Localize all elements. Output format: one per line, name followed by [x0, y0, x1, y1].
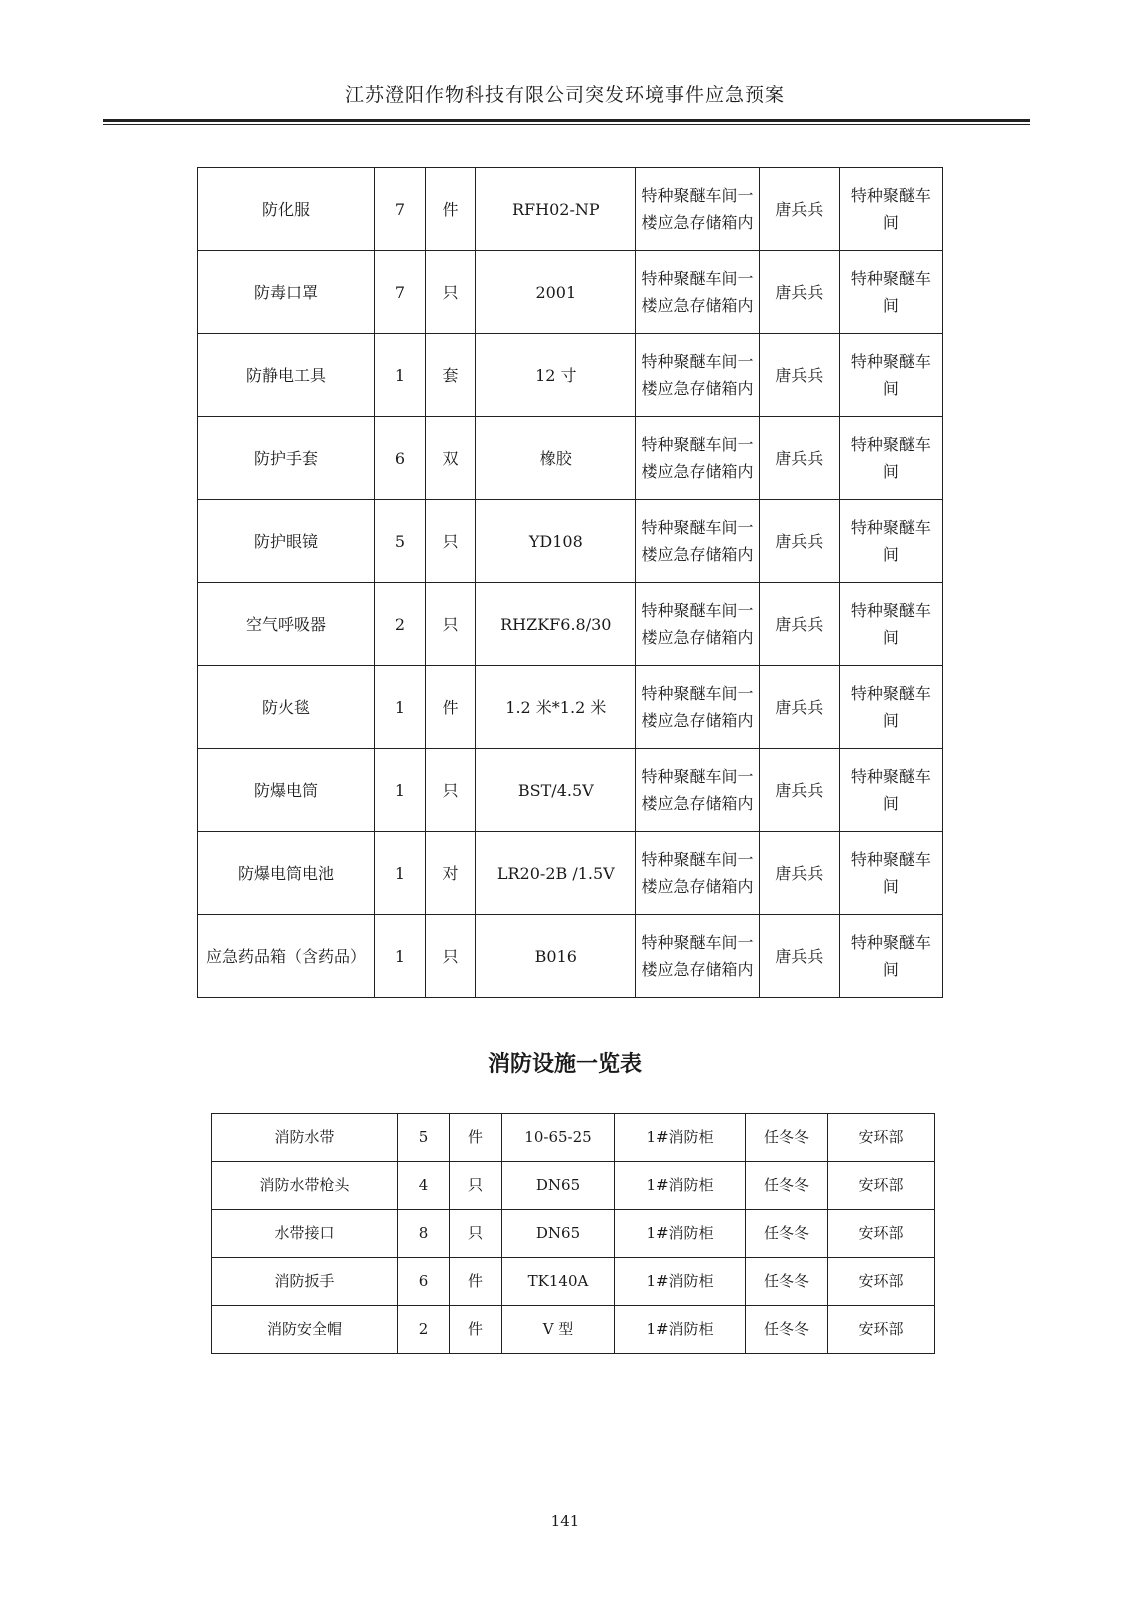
cell-dept: 安环部	[828, 1306, 935, 1354]
cell-location: 特种聚醚车间一楼应急存储箱内	[636, 334, 759, 417]
cell-unit: 只	[425, 251, 476, 334]
cell-spec: 10-65-25	[502, 1114, 615, 1162]
cell-dept: 安环部	[828, 1162, 935, 1210]
fire-facilities-table	[211, 1113, 935, 1354]
cell-qty: 5	[398, 1114, 450, 1162]
emergency-equipment-table	[197, 167, 943, 998]
fire-facilities-title: 消防设施一览表	[487, 1052, 642, 1077]
table-row	[198, 666, 943, 749]
cell-spec: 1.2 米*1.2 米	[476, 666, 636, 749]
cell-unit: 只	[450, 1162, 502, 1210]
cell-location: 特种聚醚车间一楼应急存储箱内	[636, 583, 759, 666]
cell-unit: 对	[425, 832, 476, 915]
cell-qty: 2	[375, 583, 426, 666]
cell-spec: DN65	[502, 1162, 615, 1210]
cell-person: 任冬冬	[746, 1306, 828, 1354]
page-header-title: 江苏澄阳作物科技有限公司突发环境事件应急预案	[344, 84, 785, 106]
table-row	[198, 583, 943, 666]
table-row	[212, 1306, 935, 1354]
cell-dept: 特种聚醚车间	[839, 168, 942, 251]
cell-spec: YD108	[476, 500, 636, 583]
table-row	[198, 417, 943, 500]
table-row	[198, 251, 943, 334]
cell-location: 1#消防柜	[615, 1258, 746, 1306]
cell-unit: 只	[425, 583, 476, 666]
cell-qty: 4	[398, 1162, 450, 1210]
cell-location: 1#消防柜	[615, 1306, 746, 1354]
cell-spec: 橡胶	[476, 417, 636, 500]
cell-person: 唐兵兵	[759, 417, 839, 500]
cell-name: 空气呼吸器	[198, 583, 375, 666]
cell-person: 唐兵兵	[759, 749, 839, 832]
cell-name: 防护手套	[198, 417, 375, 500]
cell-person: 唐兵兵	[759, 334, 839, 417]
cell-unit: 件	[450, 1306, 502, 1354]
cell-location: 1#消防柜	[615, 1210, 746, 1258]
cell-name: 应急药品箱（含药品）	[198, 915, 375, 998]
cell-dept: 安环部	[828, 1258, 935, 1306]
cell-unit: 只	[425, 500, 476, 583]
cell-location: 特种聚醚车间一楼应急存储箱内	[636, 500, 759, 583]
cell-qty: 2	[398, 1306, 450, 1354]
cell-unit: 套	[425, 334, 476, 417]
cell-person: 任冬冬	[746, 1114, 828, 1162]
cell-dept: 特种聚醚车间	[839, 334, 942, 417]
cell-qty: 1	[375, 334, 426, 417]
table-row	[212, 1258, 935, 1306]
table-row	[212, 1162, 935, 1210]
cell-person: 唐兵兵	[759, 583, 839, 666]
cell-dept: 特种聚醚车间	[839, 417, 942, 500]
table-row	[212, 1114, 935, 1162]
cell-name: 消防水带	[212, 1114, 398, 1162]
cell-location: 特种聚醚车间一楼应急存储箱内	[636, 666, 759, 749]
table-row	[198, 168, 943, 251]
cell-location: 1#消防柜	[615, 1114, 746, 1162]
table-row	[198, 500, 943, 583]
cell-qty: 1	[375, 666, 426, 749]
cell-name: 防毒口罩	[198, 251, 375, 334]
cell-qty: 1	[375, 832, 426, 915]
header-rule-thin	[103, 124, 1030, 125]
cell-location: 特种聚醚车间一楼应急存储箱内	[636, 168, 759, 251]
cell-location: 特种聚醚车间一楼应急存储箱内	[636, 251, 759, 334]
cell-qty: 7	[375, 168, 426, 251]
table-row	[198, 832, 943, 915]
cell-unit: 只	[425, 915, 476, 998]
cell-location: 特种聚醚车间一楼应急存储箱内	[636, 417, 759, 500]
table-row	[198, 334, 943, 417]
cell-location: 1#消防柜	[615, 1162, 746, 1210]
cell-person: 任冬冬	[746, 1258, 828, 1306]
cell-unit: 件	[450, 1114, 502, 1162]
cell-name: 消防安全帽	[212, 1306, 398, 1354]
page-number: 141	[550, 1512, 580, 1530]
cell-spec: TK140A	[502, 1258, 615, 1306]
cell-unit: 件	[425, 666, 476, 749]
cell-spec: LR20-2B /1.5V	[476, 832, 636, 915]
table-row	[198, 749, 943, 832]
cell-person: 唐兵兵	[759, 915, 839, 998]
cell-person: 唐兵兵	[759, 168, 839, 251]
cell-name: 防火毯	[198, 666, 375, 749]
cell-spec: RHZKF6.8/30	[476, 583, 636, 666]
cell-dept: 特种聚醚车间	[839, 915, 942, 998]
cell-dept: 特种聚醚车间	[839, 500, 942, 583]
cell-unit: 件	[425, 168, 476, 251]
table-row	[212, 1210, 935, 1258]
cell-name: 防化服	[198, 168, 375, 251]
cell-qty: 1	[375, 749, 426, 832]
cell-dept: 特种聚醚车间	[839, 832, 942, 915]
cell-unit: 只	[425, 749, 476, 832]
cell-spec: BST/4.5V	[476, 749, 636, 832]
cell-qty: 1	[375, 915, 426, 998]
cell-name: 水带接口	[212, 1210, 398, 1258]
cell-qty: 6	[398, 1258, 450, 1306]
cell-dept: 特种聚醚车间	[839, 666, 942, 749]
cell-person: 唐兵兵	[759, 500, 839, 583]
cell-location: 特种聚醚车间一楼应急存储箱内	[636, 915, 759, 998]
cell-spec: V 型	[502, 1306, 615, 1354]
cell-location: 特种聚醚车间一楼应急存储箱内	[636, 832, 759, 915]
cell-unit: 双	[425, 417, 476, 500]
table-row	[198, 915, 943, 998]
cell-spec: B016	[476, 915, 636, 998]
cell-dept: 特种聚醚车间	[839, 749, 942, 832]
cell-name: 防护眼镜	[198, 500, 375, 583]
cell-dept: 特种聚醚车间	[839, 251, 942, 334]
cell-person: 唐兵兵	[759, 832, 839, 915]
cell-qty: 8	[398, 1210, 450, 1258]
header-rule	[103, 119, 1030, 122]
cell-qty: 6	[375, 417, 426, 500]
cell-unit: 件	[450, 1258, 502, 1306]
cell-dept: 特种聚醚车间	[839, 583, 942, 666]
cell-person: 唐兵兵	[759, 666, 839, 749]
cell-spec: 2001	[476, 251, 636, 334]
cell-spec: 12 寸	[476, 334, 636, 417]
cell-location: 特种聚醚车间一楼应急存储箱内	[636, 749, 759, 832]
cell-person: 任冬冬	[746, 1210, 828, 1258]
cell-name: 防静电工具	[198, 334, 375, 417]
cell-spec: DN65	[502, 1210, 615, 1258]
cell-name: 防爆电筒	[198, 749, 375, 832]
cell-person: 任冬冬	[746, 1162, 828, 1210]
cell-unit: 只	[450, 1210, 502, 1258]
cell-person: 唐兵兵	[759, 251, 839, 334]
cell-qty: 7	[375, 251, 426, 334]
cell-name: 消防水带枪头	[212, 1162, 398, 1210]
cell-name: 消防扳手	[212, 1258, 398, 1306]
cell-dept: 安环部	[828, 1210, 935, 1258]
cell-spec: RFH02-NP	[476, 168, 636, 251]
cell-name: 防爆电筒电池	[198, 832, 375, 915]
cell-dept: 安环部	[828, 1114, 935, 1162]
cell-qty: 5	[375, 500, 426, 583]
